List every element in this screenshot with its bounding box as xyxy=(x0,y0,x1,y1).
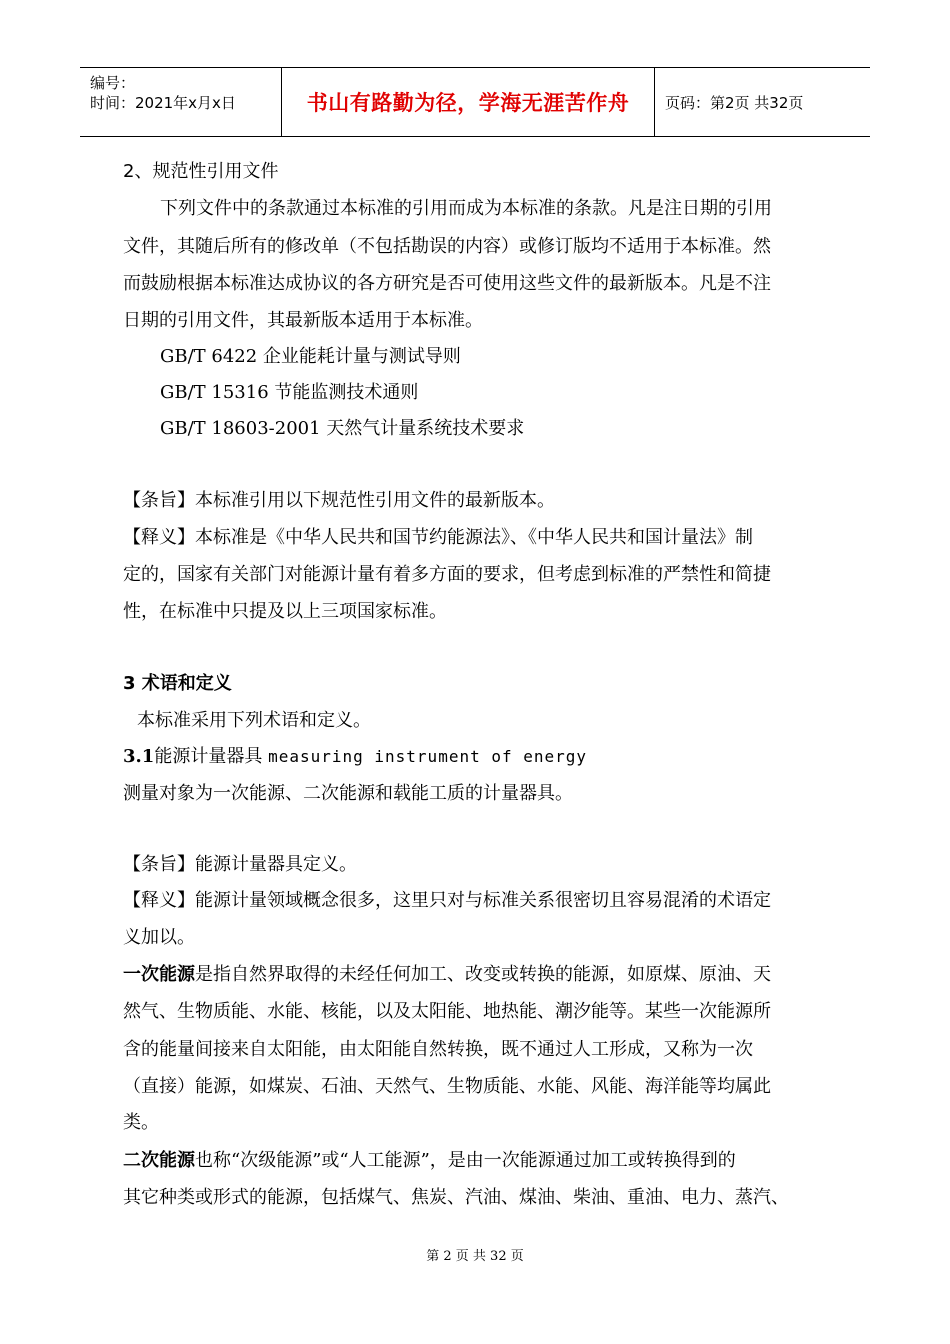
primary-energy-term: 一次能源 xyxy=(123,964,195,985)
header-motto: 书山有路勤为径，学海无涯苦作舟 xyxy=(306,91,630,115)
definition-text: 测量对象为一次能源、二次能源和载能工质的计量器具。 xyxy=(123,783,573,804)
definition-term: 能源计量器具 xyxy=(154,746,263,767)
reference-item: GB/T 6422 企业能耗计量与测试导则 xyxy=(160,346,461,367)
section-3-intro: 本标准采用下列术语和定义。 xyxy=(137,710,371,731)
secondary-energy-line: 二次能源也称“次级能源”或“人工能源”，是由一次能源通过加工或转换得到的 xyxy=(123,1150,736,1171)
primary-energy-line: 然气、生物质能、水能、核能，以及太阳能、地热能、潮汐能等。某些一次能源所 xyxy=(123,1001,771,1022)
shiyi-line: 义加以。 xyxy=(123,927,195,948)
secondary-energy-line: 其它种类或形式的能源，包括煤气、焦炭、汽油、煤油、柴油、重油、电力、蒸汽、 xyxy=(123,1187,789,1208)
secondary-energy-term: 二次能源 xyxy=(123,1150,195,1171)
tiaozhi-note: 【条旨】本标准引用以下规范性引用文件的最新版本。 xyxy=(123,490,555,511)
shiyi-line: 【释义】本标准是《中华人民共和国节约能源法》、《中华人民共和国计量法》制 xyxy=(123,527,753,548)
time-label: 时间：2021年x月x日 xyxy=(90,94,236,112)
reference-item: GB/T 15316 节能监测技术通则 xyxy=(160,382,419,403)
shiyi-line: 【释义】能源计量领域概念很多，这里只对与标准关系很密切且容易混淆的术语定 xyxy=(123,890,771,911)
paragraph-line: 日期的引用文件，其最新版本适用于本标准。 xyxy=(123,310,483,331)
paragraph-line: 文件，其随后所有的修改单（不包括勘误的内容）或修订版均不适用于本标准。然 xyxy=(123,236,771,257)
paragraph-line: 下列文件中的条款通过本标准的引用而成为本标准的条款。凡是注日期的引用 xyxy=(160,198,772,219)
definition-number: 3.1 xyxy=(123,746,155,767)
header-motto-cell xyxy=(282,68,655,136)
section-3-title: 3 术语和定义 xyxy=(123,673,232,694)
shiyi-line: 性，在标准中只提及以上三项国家标准。 xyxy=(123,601,447,622)
paragraph-line: 而鼓励根据本标准达成协议的各方研究是否可使用这些文件的最新版本。凡是不注 xyxy=(123,273,771,294)
number-label: 编号： xyxy=(90,74,136,92)
reference-item: GB/T 18603-2001 天然气计量系统技术要求 xyxy=(160,418,525,439)
primary-energy-line: （直接）能源，如煤炭、石油、天然气、生物质能、水能、风能、海洋能等均属此 xyxy=(123,1076,771,1097)
primary-energy-line: 含的能量间接来自太阳能，由太阳能自然转换，既不通过人工形成，又称为一次 xyxy=(123,1039,753,1060)
header-meta xyxy=(80,68,282,136)
primary-energy-line: 一次能源是指自然界取得的未经任何加工、改变或转换的能源，如原煤、原油、天 xyxy=(123,964,771,985)
header-page xyxy=(655,68,870,136)
definition-3-1 xyxy=(123,745,587,769)
page-header xyxy=(80,67,870,137)
page-label: 页码：第2页 共32页 xyxy=(665,93,804,112)
shiyi-line: 定的，国家有关部门对能源计量有着多方面的要求，但考虑到标准的严禁性和简捷 xyxy=(123,564,771,585)
section-2-title: 2、规范性引用文件 xyxy=(123,161,279,182)
page-footer: 第 2 页 共 32 页 xyxy=(426,1249,524,1264)
definition-english: measuring instrument of energy xyxy=(268,747,588,766)
primary-energy-line: 类。 xyxy=(123,1112,159,1133)
tiaozhi-note: 【条旨】能源计量器具定义。 xyxy=(123,854,357,875)
